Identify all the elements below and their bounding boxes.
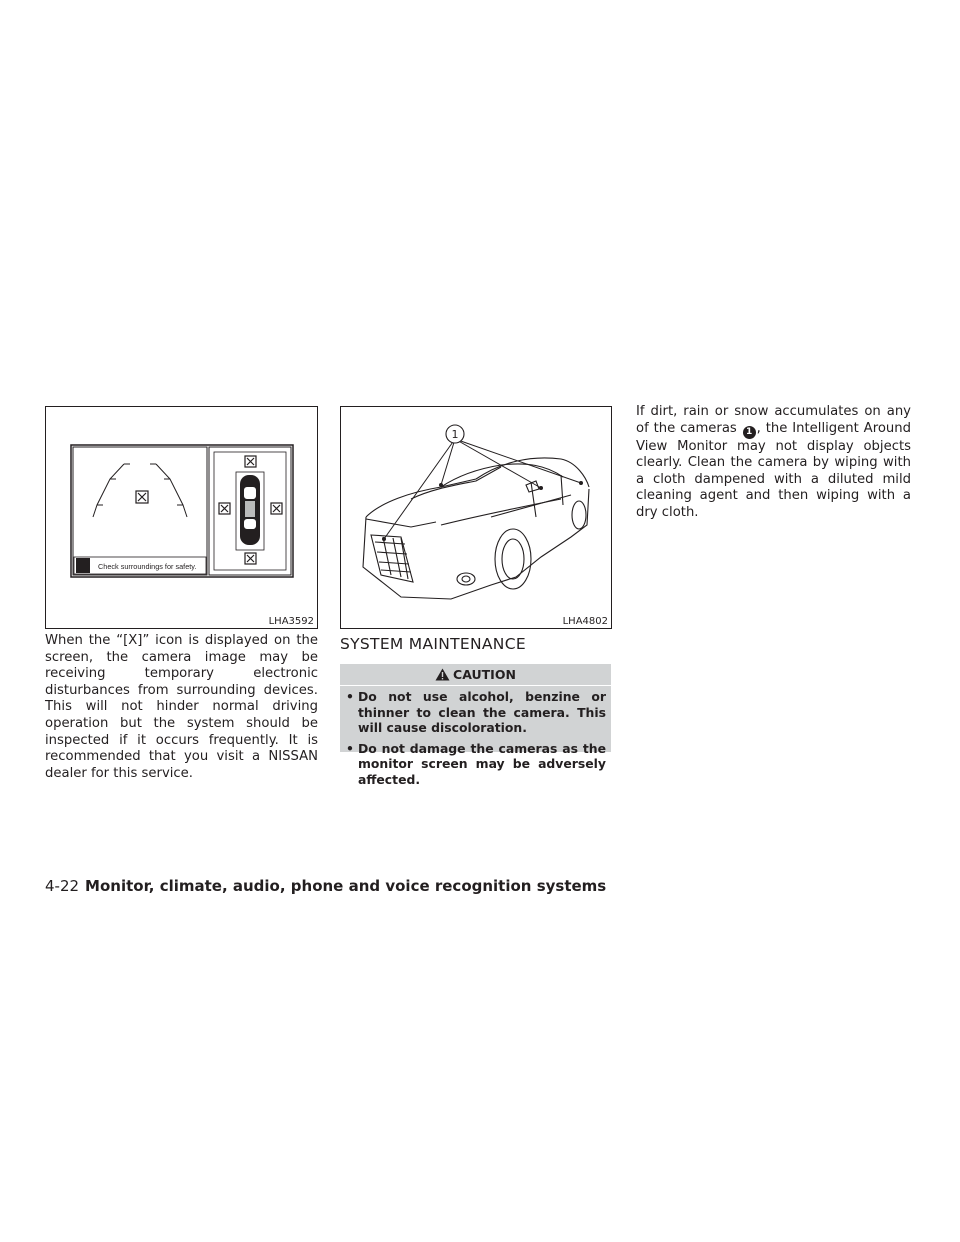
chapter-title: Monitor, climate, audio, phone and voice recognition systems xyxy=(85,877,607,895)
figure-label: LHA4802 xyxy=(562,616,608,627)
caution-header xyxy=(340,664,611,686)
camera-callout-number: 1 xyxy=(451,428,459,441)
camera-callout-icon: 1 xyxy=(743,426,756,439)
monitor-display-figure xyxy=(45,406,318,629)
caution-item: • Do not use alcohol, benzine or thinner to clean the camera. This will cause discoloration. xyxy=(346,689,606,735)
monitor-display-illustration xyxy=(46,407,317,628)
section-heading: SYSTEM MAINTENANCE xyxy=(340,635,526,653)
camera-error-icon xyxy=(136,491,148,503)
caution-list xyxy=(340,687,611,790)
figure-label: LHA3592 xyxy=(268,616,314,627)
caution-item: • Do not damage the cameras as the monitor screen may be adversely affected. xyxy=(346,740,606,787)
interference-paragraph: When the “[X]” icon is displayed on the screen, the camera image may be receiving temporary electronic disturbances from surrounding devices. This will not hinder normal driving operation but the system should be inspected if it occurs frequently. It is recommended that you visit a NISSAN dealer for this service. xyxy=(45,633,318,781)
warning-triangle-icon xyxy=(435,668,450,681)
car-illustration xyxy=(341,407,611,628)
page-footer xyxy=(45,877,606,895)
car-camera-figure xyxy=(340,406,612,629)
page-number: 4-22 xyxy=(45,877,80,895)
caution-box xyxy=(340,664,611,787)
banner-text: Check surroundings for safety. xyxy=(98,562,197,571)
cleaning-paragraph: If dirt, rain or snow accumulates on any of the cameras 1 , the Intelligent Around View Monitor may not display objects clearly. Clean the camera by wiping with a cloth dampened with a diluted mild cleaning agent and then wiping with a dry cloth. xyxy=(636,404,911,520)
caution-title: CAUTION xyxy=(453,667,516,682)
